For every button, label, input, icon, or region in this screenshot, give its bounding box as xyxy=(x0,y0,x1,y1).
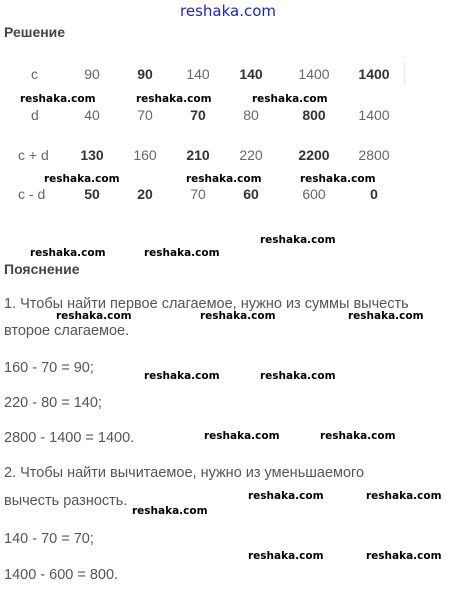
table-cell: 50 xyxy=(84,186,100,202)
watermark: reshaka.com xyxy=(56,310,132,322)
table-cell: 1400 xyxy=(358,66,390,82)
equation: 2800 - 1400 = 1400. xyxy=(4,430,135,446)
watermark: reshaka.com xyxy=(366,550,442,562)
table-cell: 140 xyxy=(239,66,263,82)
table-cell: 1400 xyxy=(298,66,330,82)
watermark: reshaka.com xyxy=(366,490,442,502)
explanation-heading: Пояснение xyxy=(4,261,80,277)
watermark: reshaka.com xyxy=(144,370,220,382)
table-cell: 70 xyxy=(190,107,206,123)
table-divider xyxy=(404,62,405,86)
watermark: reshaka.com xyxy=(44,173,120,185)
solution-heading: Решение xyxy=(4,24,66,40)
table-cell: 800 xyxy=(302,107,326,123)
row-label: c - d xyxy=(18,186,46,202)
watermark: reshaka.com xyxy=(30,247,106,259)
equation: 1400 - 600 = 800. xyxy=(4,567,119,583)
watermark: reshaka.com xyxy=(144,247,220,259)
table-cell: 140 xyxy=(186,66,210,82)
watermark: reshaka.com xyxy=(348,310,424,322)
table-cell: 1400 xyxy=(358,107,390,123)
watermark: reshaka.com xyxy=(20,93,96,105)
row-label: d xyxy=(31,107,39,123)
table-cell: 2800 xyxy=(358,147,390,163)
watermark: reshaka.com xyxy=(186,173,262,185)
row-label: c xyxy=(31,66,38,82)
row-label: c + d xyxy=(18,147,49,163)
table-cell: 20 xyxy=(137,186,153,202)
table-cell: 70 xyxy=(190,186,206,202)
rule-text-line: 1. Чтобы найти первое слагаемое, нужно из суммы вычесть xyxy=(4,296,409,312)
table-cell: 80 xyxy=(243,107,259,123)
watermark: reshaka.com xyxy=(320,430,396,442)
table-cell: 40 xyxy=(84,107,100,123)
watermark: reshaka.com xyxy=(300,173,376,185)
table-cell: 90 xyxy=(84,66,100,82)
table-cell: 2200 xyxy=(298,147,330,163)
rule-text-line: 2. Чтобы найти вычитаемое, нужно из уменьшаемого xyxy=(4,465,365,481)
table-cell: 60 xyxy=(243,186,259,202)
table-cell: 90 xyxy=(137,66,153,82)
table-cell: 600 xyxy=(302,186,326,202)
watermark: reshaka.com xyxy=(252,93,328,105)
table-cell: 210 xyxy=(186,147,210,163)
equation: 140 - 70 = 70; xyxy=(4,531,94,547)
watermark: reshaka.com xyxy=(204,430,280,442)
watermark: reshaka.com xyxy=(248,490,324,502)
equation: 160 - 70 = 90; xyxy=(4,360,94,376)
table-cell: 160 xyxy=(133,147,157,163)
table-cell: 130 xyxy=(80,147,104,163)
watermark: reshaka.com xyxy=(136,93,212,105)
equation: 220 - 80 = 140; xyxy=(4,395,102,411)
watermark: reshaka.com xyxy=(260,234,336,246)
table-cell: 220 xyxy=(239,147,263,163)
watermark: reshaka.com xyxy=(260,370,336,382)
watermark: reshaka.com xyxy=(200,310,276,322)
rule-text-line: второе слагаемое. xyxy=(4,323,130,339)
table-cell: 70 xyxy=(137,107,153,123)
watermark: reshaka.com xyxy=(248,550,324,562)
watermark: reshaka.com xyxy=(132,505,208,517)
site-logo: reshaka.com xyxy=(180,2,276,20)
rule-text-line: вычесть разность. xyxy=(4,493,128,509)
table-cell: 0 xyxy=(370,186,378,202)
